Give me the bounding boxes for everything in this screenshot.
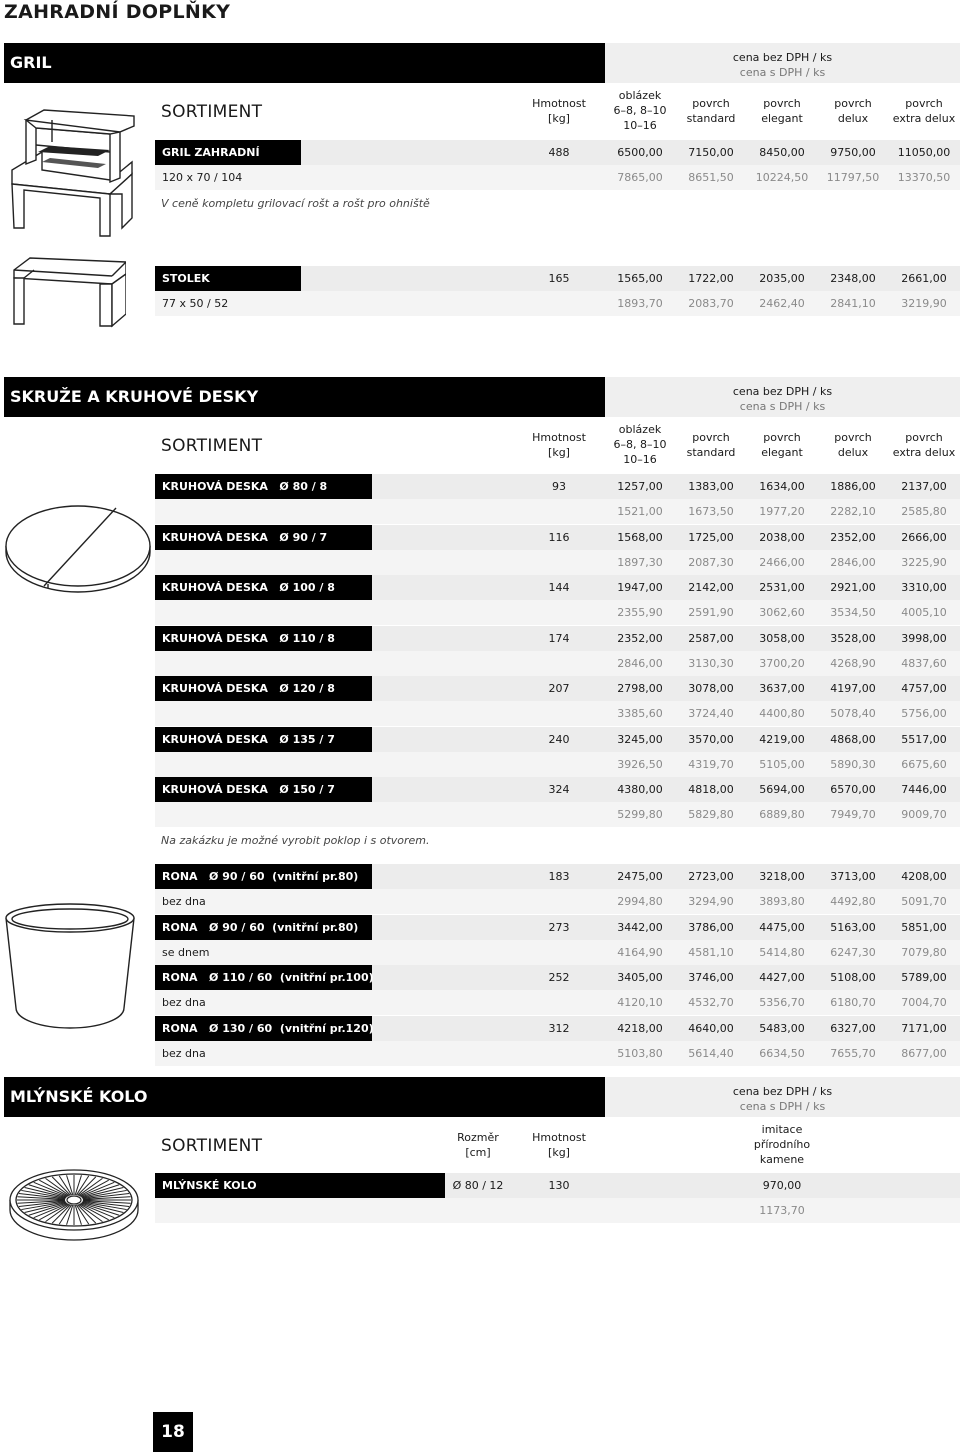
col-weight-l2: [kg] <box>548 1146 570 1159</box>
table-row <box>155 802 960 827</box>
round-slab-illustration <box>4 500 152 596</box>
product-label: RONA Ø 130 / 60 (vnitřní pr.120) <box>155 1016 372 1041</box>
price-cell-vat: 13370,50 <box>897 171 951 184</box>
price-cell: 5483,00 <box>759 1022 805 1035</box>
price-cell: 6500,00 <box>617 146 663 159</box>
col-weight <box>524 96 594 126</box>
table-row <box>155 1016 960 1041</box>
col-elegant-l2: elegant <box>761 446 803 459</box>
price-cell-vat: 2585,80 <box>901 505 947 518</box>
price-cell-vat: 5105,00 <box>759 758 805 771</box>
col-elegant-l1: povrch <box>763 97 801 110</box>
col-weight-l1: Hmotnost <box>532 431 586 444</box>
price-cell-vat: 10224,50 <box>755 171 809 184</box>
table-row <box>155 915 960 940</box>
price-header-net: cena bez DPH / ks <box>732 1085 833 1098</box>
price-cell-vat: 6180,70 <box>830 996 876 1009</box>
weight-cell: 207 <box>548 682 570 695</box>
col-delux-l2: delux <box>837 446 869 459</box>
product-label: GRIL ZAHRADNÍ <box>155 140 301 165</box>
col-delux-l1: povrch <box>834 97 872 110</box>
price-cell: 6570,00 <box>830 783 876 796</box>
price-cell-vat: 2846,00 <box>830 556 876 569</box>
col-pebble <box>605 88 675 133</box>
price-cell-vat: 6634,50 <box>759 1047 805 1060</box>
price-cell-vat: 4532,70 <box>688 996 734 1009</box>
weight-cell: 144 <box>548 581 570 594</box>
price-cell: 2038,00 <box>759 531 805 544</box>
price-cell-vat: 2591,90 <box>688 606 734 619</box>
table-row <box>155 965 960 990</box>
ring-illustration <box>2 900 138 1032</box>
weight-cell: 116 <box>548 531 570 544</box>
price-cell: 3746,00 <box>688 971 734 984</box>
price-cell: 5694,00 <box>759 783 805 796</box>
price-cell-vat: 3534,50 <box>830 606 876 619</box>
price-cell: 970,00 <box>762 1179 802 1192</box>
weight-cell: 488 <box>548 146 570 159</box>
price-cell-vat: 2846,00 <box>617 657 663 670</box>
product-label: KRUHOVÁ DESKA Ø 110 / 8 <box>155 626 372 651</box>
price-cell-vat: 5756,00 <box>901 707 947 720</box>
price-cell-vat: 3225,90 <box>901 556 947 569</box>
price-cell: 2661,00 <box>901 272 947 285</box>
price-cell: 4219,00 <box>759 733 805 746</box>
variant-label: bez dna <box>162 895 206 908</box>
sortiment-heading: SORTIMENT <box>161 102 263 122</box>
price-cell-vat: 4581,10 <box>688 946 734 959</box>
price-cell-vat: 8651,50 <box>688 171 734 184</box>
price-cell-vat: 2841,10 <box>830 297 876 310</box>
price-cell: 4818,00 <box>688 783 734 796</box>
price-cell-vat: 2087,30 <box>688 556 734 569</box>
col-imitace-l2: přírodního <box>753 1138 811 1151</box>
millstone-illustration <box>8 1160 140 1244</box>
price-cell-vat: 2282,10 <box>830 505 876 518</box>
price-cell: 11050,00 <box>897 146 951 159</box>
col-pebble-l3: 10–16 <box>623 119 657 132</box>
price-cell-vat: 3130,30 <box>688 657 734 670</box>
col-delux <box>818 96 888 126</box>
product-label: KRUHOVÁ DESKA Ø 80 / 8 <box>155 474 372 499</box>
price-header-net: cena bez DPH / ks <box>732 385 833 398</box>
price-cell-vat: 5103,80 <box>617 1047 663 1060</box>
weight-cell: 273 <box>548 921 570 934</box>
price-header <box>605 377 960 417</box>
table-row <box>155 140 960 165</box>
col-weight <box>524 430 594 460</box>
col-extra-l2: extra delux <box>892 446 956 459</box>
table-row <box>155 626 960 651</box>
col-standard-l2: standard <box>686 112 736 125</box>
col-standard <box>676 430 746 460</box>
section-gril-title: GRIL <box>4 43 605 83</box>
price-cell-vat: 5414,80 <box>759 946 805 959</box>
col-elegant-l2: elegant <box>761 112 803 125</box>
weight-cell: 240 <box>548 733 570 746</box>
price-cell: 2798,00 <box>617 682 663 695</box>
col-pebble-l2: 6–8, 8–10 <box>613 438 667 451</box>
col-extra <box>884 96 960 126</box>
price-cell: 2352,00 <box>617 632 663 645</box>
col-pebble-l1: oblázek <box>618 423 662 436</box>
price-cell: 2475,00 <box>617 870 663 883</box>
table-row <box>155 1041 960 1066</box>
price-cell: 2348,00 <box>830 272 876 285</box>
price-cell: 3058,00 <box>759 632 805 645</box>
col-weight <box>524 1130 594 1160</box>
price-cell-vat: 5356,70 <box>759 996 805 1009</box>
price-cell-vat: 4400,80 <box>759 707 805 720</box>
price-cell-vat: 6889,80 <box>759 808 805 821</box>
price-cell-vat: 3294,90 <box>688 895 734 908</box>
price-cell: 2666,00 <box>901 531 947 544</box>
product-label: KRUHOVÁ DESKA Ø 150 / 7 <box>155 777 372 802</box>
col-extra-l1: povrch <box>905 431 943 444</box>
col-weight-l2: [kg] <box>548 112 570 125</box>
table-row <box>155 165 960 190</box>
page-number: 18 <box>153 1412 193 1452</box>
price-cell: 2587,00 <box>688 632 734 645</box>
product-label: MLÝNSKÉ KOLO <box>155 1173 445 1198</box>
price-cell-vat: 4164,90 <box>617 946 663 959</box>
price-cell-vat: 7865,00 <box>617 171 663 184</box>
sortiment-heading: SORTIMENT <box>161 1136 263 1156</box>
weight-cell: 324 <box>548 783 570 796</box>
price-cell-vat: 7949,70 <box>830 808 876 821</box>
price-cell-vat: 1521,00 <box>617 505 663 518</box>
table-row <box>155 1198 960 1223</box>
price-cell: 9750,00 <box>830 146 876 159</box>
weight-cell: 174 <box>548 632 570 645</box>
col-standard <box>676 96 746 126</box>
skruze-note: Na zakázku je možné vyrobit poklop i s otvorem. <box>161 834 430 847</box>
col-size-l2: [cm] <box>465 1146 491 1159</box>
price-cell-vat: 5299,80 <box>617 808 663 821</box>
price-cell: 1383,00 <box>688 480 734 493</box>
price-cell: 5851,00 <box>901 921 947 934</box>
table-row <box>155 499 960 524</box>
price-cell-vat: 4492,80 <box>830 895 876 908</box>
price-cell: 1947,00 <box>617 581 663 594</box>
price-cell-vat: 7655,70 <box>830 1047 876 1060</box>
col-elegant-l1: povrch <box>763 431 801 444</box>
price-cell-vat: 1893,70 <box>617 297 663 310</box>
price-cell: 7446,00 <box>901 783 947 796</box>
price-cell-vat: 1173,70 <box>759 1204 805 1217</box>
price-cell-vat: 3700,20 <box>759 657 805 670</box>
col-size-l1: Rozměr <box>457 1131 499 1144</box>
table-row <box>155 474 960 499</box>
price-cell: 1634,00 <box>759 480 805 493</box>
price-cell: 3218,00 <box>759 870 805 883</box>
table-row <box>155 600 960 625</box>
gril-note: V ceně kompletu grilovací rošt a rošt pro ohniště <box>161 197 430 210</box>
price-cell: 3245,00 <box>617 733 663 746</box>
price-header <box>605 1077 960 1117</box>
price-cell: 1722,00 <box>688 272 734 285</box>
col-elegant <box>747 430 817 460</box>
col-weight-l2: [kg] <box>548 446 570 459</box>
table-row <box>155 651 960 676</box>
price-cell-vat: 3062,60 <box>759 606 805 619</box>
price-cell: 1568,00 <box>617 531 663 544</box>
product-label: KRUHOVÁ DESKA Ø 100 / 8 <box>155 575 372 600</box>
col-imitace-l3: kamene <box>759 1153 805 1166</box>
price-cell: 4757,00 <box>901 682 947 695</box>
col-pebble <box>605 422 675 467</box>
price-cell: 3528,00 <box>830 632 876 645</box>
price-cell: 4380,00 <box>617 783 663 796</box>
price-cell-vat: 8677,00 <box>901 1047 947 1060</box>
price-cell: 3570,00 <box>688 733 734 746</box>
price-cell-vat: 5078,40 <box>830 707 876 720</box>
price-cell: 2142,00 <box>688 581 734 594</box>
price-cell-vat: 4319,70 <box>688 758 734 771</box>
col-pebble-l1: oblázek <box>618 89 662 102</box>
price-cell-vat: 5829,80 <box>688 808 734 821</box>
price-cell: 3637,00 <box>759 682 805 695</box>
price-cell: 4475,00 <box>759 921 805 934</box>
price-cell: 2723,00 <box>688 870 734 883</box>
price-cell: 2531,00 <box>759 581 805 594</box>
price-cell: 3078,00 <box>688 682 734 695</box>
price-cell: 1257,00 <box>617 480 663 493</box>
price-cell-vat: 1897,30 <box>617 556 663 569</box>
price-cell: 4868,00 <box>830 733 876 746</box>
price-cell: 3998,00 <box>901 632 947 645</box>
price-cell-vat: 6675,60 <box>901 758 947 771</box>
price-cell-vat: 3893,80 <box>759 895 805 908</box>
sortiment-heading: SORTIMENT <box>161 436 263 456</box>
col-delux-l2: delux <box>837 112 869 125</box>
product-label: KRUHOVÁ DESKA Ø 135 / 7 <box>155 727 372 752</box>
dimension-label: 77 x 50 / 52 <box>162 297 229 310</box>
weight-cell: 312 <box>548 1022 570 1035</box>
price-cell-vat: 4120,10 <box>617 996 663 1009</box>
variant-label: se dnem <box>162 946 210 959</box>
price-cell-vat: 1977,20 <box>759 505 805 518</box>
price-cell-vat: 5890,30 <box>830 758 876 771</box>
product-label: RONA Ø 90 / 60 (vnitřní pr.80) <box>155 864 372 889</box>
price-cell: 2137,00 <box>901 480 947 493</box>
col-delux-l1: povrch <box>834 431 872 444</box>
price-cell: 3442,00 <box>617 921 663 934</box>
table-row <box>155 1173 960 1198</box>
price-cell: 4218,00 <box>617 1022 663 1035</box>
col-pebble-l2: 6–8, 8–10 <box>613 104 667 117</box>
col-standard-l1: povrch <box>692 431 730 444</box>
price-cell: 6327,00 <box>830 1022 876 1035</box>
price-cell: 4427,00 <box>759 971 805 984</box>
price-cell-vat: 3926,50 <box>617 758 663 771</box>
price-cell: 1565,00 <box>617 272 663 285</box>
table-row <box>155 266 960 291</box>
price-cell-vat: 6247,30 <box>830 946 876 959</box>
table-row <box>155 291 960 316</box>
price-cell: 8450,00 <box>759 146 805 159</box>
weight-cell: 130 <box>548 1179 570 1192</box>
product-label: KRUHOVÁ DESKA Ø 120 / 8 <box>155 676 372 701</box>
price-header <box>605 43 960 83</box>
price-cell-vat: 1673,50 <box>688 505 734 518</box>
price-cell-vat: 5614,40 <box>688 1047 734 1060</box>
weight-cell: 93 <box>552 480 566 493</box>
price-cell: 3310,00 <box>901 581 947 594</box>
price-cell-vat: 5091,70 <box>901 895 947 908</box>
price-cell: 7171,00 <box>901 1022 947 1035</box>
price-cell: 4208,00 <box>901 870 947 883</box>
col-extra-l1: povrch <box>905 97 943 110</box>
price-cell-vat: 3219,90 <box>901 297 947 310</box>
table-row <box>155 525 960 550</box>
price-cell-vat: 2462,40 <box>759 297 805 310</box>
product-label: STOLEK <box>155 266 301 291</box>
product-label: RONA Ø 110 / 60 (vnitřní pr.100) <box>155 965 372 990</box>
table-row <box>155 701 960 726</box>
price-cell-vat: 2466,00 <box>759 556 805 569</box>
price-cell-vat: 3385,60 <box>617 707 663 720</box>
col-pebble-l3: 10–16 <box>623 453 657 466</box>
price-cell-vat: 2994,80 <box>617 895 663 908</box>
price-cell-vat: 9009,70 <box>901 808 947 821</box>
table-row <box>155 550 960 575</box>
price-header-gross: cena s DPH / ks <box>739 66 826 79</box>
dimension-label: 120 x 70 / 104 <box>162 171 243 184</box>
price-cell: 2921,00 <box>830 581 876 594</box>
price-cell-vat: 2083,70 <box>688 297 734 310</box>
col-delux <box>818 430 888 460</box>
weight-cell: 165 <box>548 272 570 285</box>
table-row <box>155 676 960 701</box>
col-weight-l1: Hmotnost <box>532 97 586 110</box>
price-header-gross: cena s DPH / ks <box>739 1100 826 1113</box>
price-cell-vat: 7079,80 <box>901 946 947 959</box>
col-standard-l1: povrch <box>692 97 730 110</box>
col-elegant <box>747 96 817 126</box>
weight-cell: 252 <box>548 971 570 984</box>
col-standard-l2: standard <box>686 446 736 459</box>
price-cell-vat: 4837,60 <box>901 657 947 670</box>
price-cell: 7150,00 <box>688 146 734 159</box>
price-cell: 2035,00 <box>759 272 805 285</box>
table-row <box>155 990 960 1015</box>
product-label: KRUHOVÁ DESKA Ø 90 / 7 <box>155 525 372 550</box>
size-cell: Ø 80 / 12 <box>452 1179 504 1192</box>
col-extra <box>884 430 960 460</box>
col-size <box>443 1130 513 1160</box>
weight-cell: 183 <box>548 870 570 883</box>
price-cell-vat: 4268,90 <box>830 657 876 670</box>
stool-illustration <box>8 254 126 328</box>
variant-label: bez dna <box>162 996 206 1009</box>
price-cell-vat: 4005,10 <box>901 606 947 619</box>
price-cell: 3405,00 <box>617 971 663 984</box>
product-label: RONA Ø 90 / 60 (vnitřní pr.80) <box>155 915 372 940</box>
price-cell-vat: 2355,90 <box>617 606 663 619</box>
table-row <box>155 777 960 802</box>
grill-illustration <box>2 90 138 242</box>
section-kolo-title: MLÝNSKÉ KOLO <box>4 1077 605 1117</box>
col-extra-l2: extra delux <box>892 112 956 125</box>
col-weight-l1: Hmotnost <box>532 1131 586 1144</box>
price-cell: 3786,00 <box>688 921 734 934</box>
price-cell: 5108,00 <box>830 971 876 984</box>
price-cell: 4640,00 <box>688 1022 734 1035</box>
table-row <box>155 864 960 889</box>
table-row <box>155 889 960 914</box>
table-row <box>155 727 960 752</box>
col-imitace-l1: imitace <box>761 1123 803 1136</box>
price-cell: 1725,00 <box>688 531 734 544</box>
price-cell: 4197,00 <box>830 682 876 695</box>
table-row <box>155 575 960 600</box>
price-header-gross: cena s DPH / ks <box>739 400 826 413</box>
price-cell: 2352,00 <box>830 531 876 544</box>
table-row <box>155 752 960 777</box>
section-skruze-title: SKRUŽE A KRUHOVÉ DESKY <box>4 377 605 417</box>
page-title: ZAHRADNÍ DOPLŇKY <box>4 1 231 23</box>
price-cell: 5789,00 <box>901 971 947 984</box>
price-cell-vat: 11797,50 <box>826 171 880 184</box>
variant-label: bez dna <box>162 1047 206 1060</box>
price-cell: 3713,00 <box>830 870 876 883</box>
price-cell-vat: 3724,40 <box>688 707 734 720</box>
price-cell: 1886,00 <box>830 480 876 493</box>
col-imitace <box>737 1122 827 1167</box>
price-cell-vat: 7004,70 <box>901 996 947 1009</box>
table-row <box>155 940 960 965</box>
price-header-net: cena bez DPH / ks <box>732 51 833 64</box>
price-cell: 5517,00 <box>901 733 947 746</box>
price-cell: 5163,00 <box>830 921 876 934</box>
